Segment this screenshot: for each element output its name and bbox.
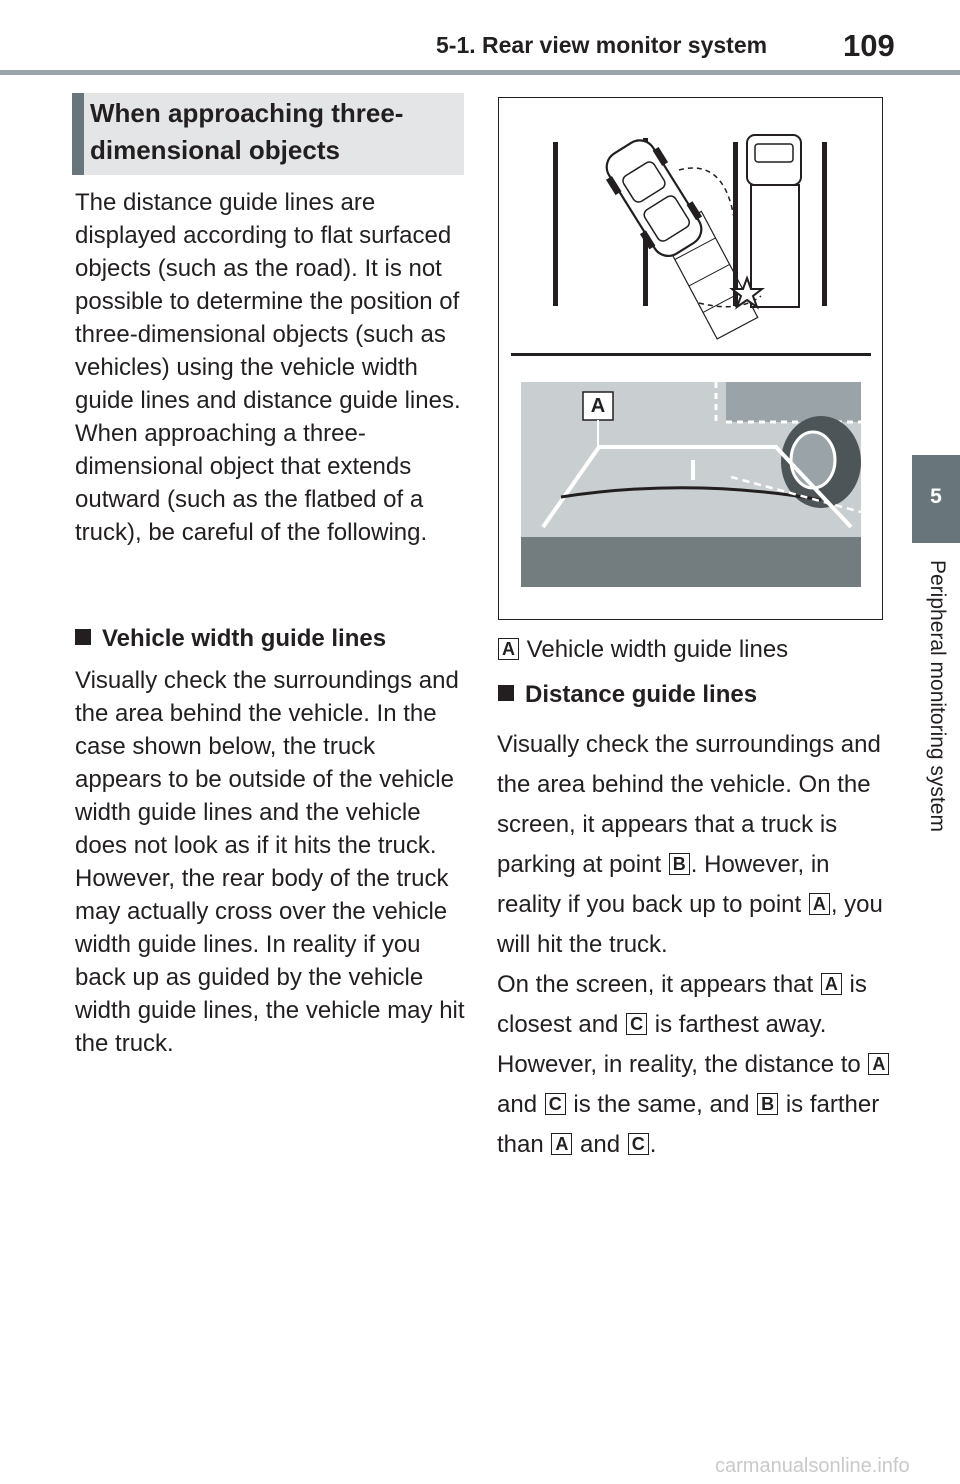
figure-caption-text: Vehicle width guide lines (526, 636, 789, 663)
subheading-width-lines-text: Vehicle width guide lines (102, 625, 387, 652)
chapter-number: 5 (930, 485, 942, 508)
text-run: is the same, and (566, 1091, 757, 1118)
text-run: On the screen, it appears that (497, 971, 820, 998)
camera-screen-illustration (521, 382, 861, 587)
parking-top-view-illustration (499, 98, 882, 348)
label-box: C (626, 1013, 647, 1035)
page-number: 109 (843, 28, 895, 63)
label-box: C (628, 1133, 649, 1155)
label-box: A (821, 973, 842, 995)
text-run: , you will hit the truck. (497, 891, 883, 958)
label-box: B (669, 853, 690, 875)
text-run: . However, in reality if you back up to point (497, 851, 830, 918)
watermark: carmanualsonline.info (715, 1455, 910, 1477)
chapter-tab (912, 455, 960, 543)
width-lines-paragraph: Visually check the surroundings and the area behind the vehicle. In the case shown below, the truck appears to be outside of the vehicle width guide lines and the vehicle does not look as if it hits the truck. However, the rear body of the truck may actually cross over the vehicle width guide lines. In reality if you back up as guided by the vehicle width guide lines, the vehicle may hit the truck. (75, 667, 465, 1057)
label-box: A (868, 1053, 889, 1075)
text-run: is farther than (497, 1091, 880, 1158)
header-rule (0, 70, 960, 75)
text-run: . (649, 1131, 657, 1158)
section-heading-box (72, 93, 464, 175)
subheading-width-lines (75, 622, 386, 655)
text-run: and (497, 1091, 544, 1118)
figure-divider (511, 353, 871, 356)
chapter-label: Peripheral monitoring system (926, 560, 949, 832)
text-run: and (573, 1131, 627, 1158)
distance-lines-paragraph (497, 725, 897, 1165)
text-run: is closest and (497, 971, 867, 1038)
label-box: A (551, 1133, 572, 1155)
illustration-frame (498, 97, 883, 620)
text-run: Visually check the surroundings and the area behind the vehicle. On the screen, it appears that a truck is parking at point (497, 731, 881, 878)
section-heading: When approaching three-dimensional objects (90, 98, 404, 165)
label-box: B (757, 1093, 778, 1115)
figure-caption (497, 633, 788, 666)
square-bullet-icon (498, 685, 514, 701)
intro-paragraph: The distance guide lines are displayed according to flat surfaced objects (such as the road). It is not possible to determine the position of three-dimensional objects (such as vehicles) using the vehicle width guide lines and distance guide lines. When approaching a three-dimensional object that extends outward (such as the flatbed of a truck), be careful of the following. (75, 189, 461, 546)
section-title: 5-1. Rear view monitor system (436, 32, 768, 58)
figure-callout-a: A (590, 395, 606, 417)
subheading-distance-lines (498, 678, 757, 711)
label-box: C (545, 1093, 566, 1115)
square-bullet-icon (75, 629, 91, 645)
subheading-distance-lines-text: Distance guide lines (525, 681, 758, 708)
text-run: is farthest away. However, in reality, the distance to (497, 1011, 868, 1078)
section-heading-bar (72, 93, 84, 175)
label-box: A (809, 893, 830, 915)
label-box: A (498, 638, 519, 660)
